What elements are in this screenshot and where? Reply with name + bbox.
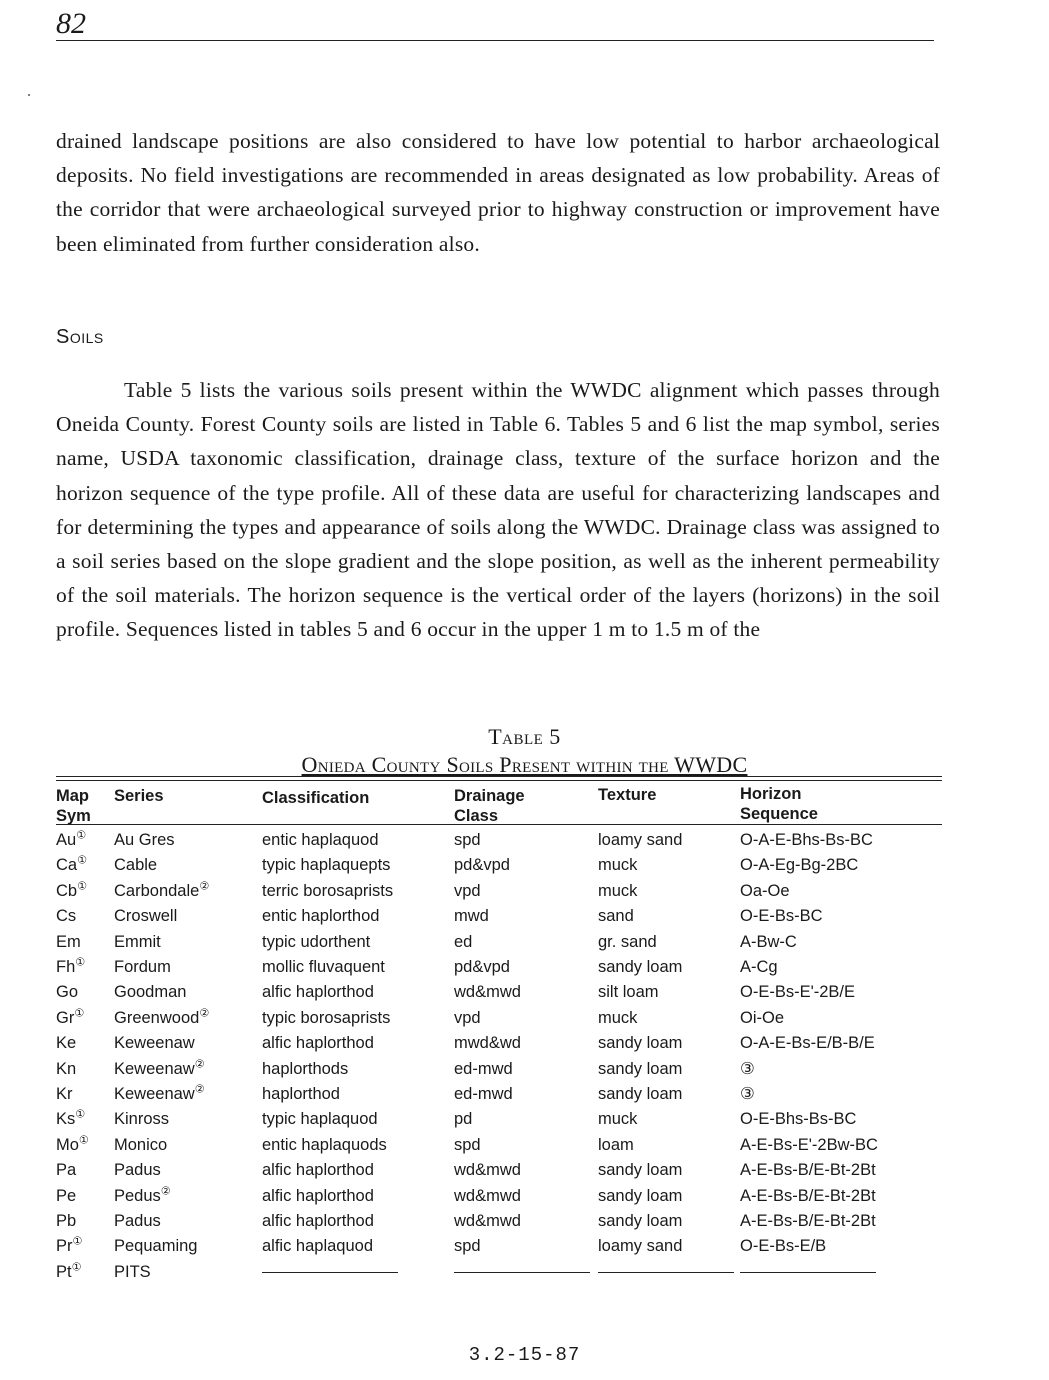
cell-drainage	[454, 982, 521, 1002]
cell-drainage	[454, 932, 472, 952]
header-map-sym	[56, 786, 91, 826]
cell-horizon-sequence	[740, 1059, 755, 1079]
header-series: Series	[114, 787, 164, 805]
cell-series	[114, 1186, 171, 1206]
table-row	[56, 1186, 942, 1211]
cell-classification	[262, 881, 393, 901]
cell-series-text: Monico	[114, 1135, 168, 1154]
footnote-marker: ①	[76, 829, 87, 842]
cell-texture	[598, 1160, 682, 1180]
cell-drainage	[454, 1236, 481, 1256]
cell-classification-text: typic udorthent	[262, 932, 371, 951]
header-map-sym-line-1: Map	[56, 787, 89, 805]
cell-classification-text: terric borosaprists	[262, 881, 394, 900]
cell-drainage-text: wd&mwd	[454, 1161, 521, 1180]
footnote-marker: ②	[199, 880, 210, 893]
cell-series-text: Au Gres	[114, 831, 175, 849]
cell-series	[114, 906, 177, 926]
cell-texture-text: muck	[598, 1110, 638, 1129]
cell-drainage	[454, 1033, 521, 1053]
cell-texture	[598, 855, 637, 875]
cell-series	[114, 1109, 169, 1129]
footnote-marker: ②	[160, 1185, 171, 1198]
cell-map-sym	[56, 1109, 85, 1129]
cell-map-sym-text: Go	[56, 983, 79, 1002]
cell-classification-text: typic haplaquod	[262, 1110, 378, 1129]
cell-series-text: Padus	[114, 1212, 161, 1230]
cell-horizon-sequence-text: O-A-E-Bhs-Bs-BC	[740, 831, 873, 849]
table-top-rule-2	[56, 780, 942, 781]
table-row	[56, 1135, 942, 1160]
cell-series-text: Pedus	[114, 1186, 161, 1205]
cell-horizon-sequence-text: O-E-Bs-BC	[740, 907, 823, 926]
cell-classification	[262, 1059, 348, 1079]
cell-horizon-sequence-text: A-E-Bs-B/E-Bt-2Bt	[740, 1186, 876, 1205]
cell-series	[114, 1135, 167, 1155]
table-row	[56, 1008, 942, 1033]
cell-horizon-sequence-text: Oi-Oe	[740, 1008, 785, 1027]
cell-horizon-sequence-text: ③	[740, 1059, 755, 1078]
cell-classification-text: alfic haplaquod	[262, 1237, 374, 1256]
table-row	[56, 830, 942, 855]
cell-horizon-sequence	[740, 906, 823, 926]
cell-horizon-sequence-text: O-A-Eg-Bg-2BC	[740, 856, 859, 875]
table-row	[56, 881, 942, 906]
cell-series	[114, 1236, 197, 1256]
cell-series	[114, 1084, 205, 1104]
cell-drainage	[454, 906, 489, 926]
cell-map-sym-text: Kn	[56, 1059, 77, 1078]
cell-horizon-sequence	[740, 1033, 875, 1053]
cell-map-sym	[56, 1059, 76, 1079]
cell-texture	[598, 830, 682, 850]
cell-drainage	[454, 1211, 521, 1231]
cell-texture	[598, 1084, 682, 1104]
empty-cell-dash	[454, 1272, 590, 1273]
cell-horizon-sequence-text: A-Cg	[740, 958, 778, 976]
cell-classification-text: alfic haplorthod	[262, 1186, 374, 1205]
footnote-marker: ①	[75, 1108, 86, 1121]
cell-classification-text: entic haplaquod	[262, 831, 379, 849]
cell-drainage	[454, 957, 510, 977]
cell-series-text: Kinross	[114, 1110, 170, 1129]
cell-texture	[598, 1109, 637, 1129]
paragraph-2: Table 5 lists the various soils present within the WWDC alignment which passes through Oneida County. Forest County soils are listed in Table 6. Tables 5 and 6 list the map symbol, series name, USDA taxonomic classification, drainage class, texture of the surface horizon and the horizon sequence of the type profile. All of these data are useful for characterizing landscapes and for determining the types and appearance of soils along the WWDC. Drainage class was assigned to a soil series based on the slope gradient and the slope position, as well as the inherent permeability of the soil materials. The horizon sequence is the vertical order of the layers (horizons) in the soil profile. Sequences listed in tables 5 and 6 occur in the upper 1 m to 1.5 m of the	[56, 378, 940, 642]
cell-map-sym	[56, 1033, 76, 1053]
cell-series	[114, 830, 175, 850]
cell-series-text: Greenwood	[114, 1008, 200, 1027]
cell-drainage-text: mwd	[454, 907, 489, 926]
cell-map-sym	[56, 1211, 76, 1231]
scan-speck	[28, 94, 30, 96]
cell-map-sym-text: Au	[56, 831, 77, 849]
cell-series-text: Fordum	[114, 958, 171, 976]
empty-cell-dash	[740, 1272, 876, 1273]
cell-drainage-text: spd	[454, 1237, 481, 1256]
cell-drainage	[454, 830, 481, 850]
cell-horizon-sequence	[740, 1236, 826, 1256]
cell-texture-text: sand	[598, 907, 634, 926]
header-rule	[56, 40, 934, 41]
cell-classification	[262, 1135, 387, 1155]
cell-map-sym	[56, 1135, 89, 1155]
table-title: Onieda County Soils Present within the WWDC	[301, 752, 748, 777]
cell-drainage	[454, 1109, 472, 1129]
cell-classification	[262, 1262, 398, 1282]
header-drainage-line-2: Class	[454, 807, 499, 825]
cell-drainage-text: wd&mwd	[454, 1186, 521, 1205]
empty-cell-dash	[598, 1272, 734, 1273]
cell-classification-text: alfic haplorthod	[262, 1212, 374, 1230]
cell-map-sym	[56, 906, 76, 926]
cell-texture-text: sandy loam	[598, 1212, 683, 1230]
cell-drainage	[454, 855, 510, 875]
cell-map-sym-text: Ke	[56, 1034, 77, 1053]
cell-map-sym	[56, 932, 81, 952]
cell-texture-text: sandy loam	[598, 1034, 683, 1053]
cell-texture	[598, 881, 637, 901]
header-map-sym-line-2: Sym	[56, 807, 91, 825]
cell-series-text: Pequaming	[114, 1237, 198, 1256]
cell-drainage-text: wd&mwd	[454, 1212, 521, 1230]
cell-map-sym	[56, 982, 78, 1002]
cell-classification-text: alfic haplorthod	[262, 1161, 374, 1180]
cell-texture-text: gr. sand	[598, 932, 657, 951]
cell-drainage-text: vpd	[454, 1008, 481, 1027]
footnote-marker: ①	[77, 854, 87, 867]
table-row	[56, 855, 942, 880]
table-row	[56, 957, 942, 982]
footnote-marker: ②	[194, 1083, 205, 1096]
cell-texture	[598, 1135, 634, 1155]
cell-map-sym-text: Cs	[56, 907, 77, 926]
cell-classification-text: alfic haplorthod	[262, 1034, 374, 1053]
cell-map-sym-text: Ca	[56, 856, 78, 875]
empty-cell-dash	[262, 1272, 398, 1273]
cell-horizon-sequence-text: ③	[740, 1085, 755, 1103]
cell-classification	[262, 1160, 374, 1180]
cell-horizon-sequence	[740, 1135, 878, 1155]
cell-horizon-sequence	[740, 881, 790, 901]
cell-horizon-sequence	[740, 957, 778, 977]
cell-horizon-sequence	[740, 1160, 876, 1180]
cell-drainage-text: spd	[454, 1135, 481, 1154]
cell-map-sym-text: Cb	[56, 881, 78, 900]
cell-drainage-text: pd&vpd	[454, 856, 510, 875]
cell-texture-text: loamy sand	[598, 831, 683, 849]
cell-classification	[262, 982, 374, 1002]
cell-series-text: Goodman	[114, 983, 187, 1002]
table-row	[56, 1211, 942, 1236]
cell-series-text: Keweenaw	[114, 1085, 195, 1103]
cell-map-sym-text: Pb	[56, 1212, 77, 1230]
cell-series	[114, 1059, 205, 1079]
cell-classification	[262, 1211, 374, 1231]
cell-texture-text: sandy loam	[598, 1059, 683, 1078]
cell-drainage	[454, 1084, 513, 1104]
cell-series	[114, 855, 157, 875]
cell-series-text: Keweenaw	[114, 1034, 195, 1053]
cell-drainage-text: ed	[454, 932, 473, 951]
footnote-marker: ①	[72, 1235, 83, 1248]
cell-horizon-sequence	[740, 982, 855, 1002]
cell-map-sym	[56, 1236, 82, 1256]
cell-series	[114, 1008, 209, 1028]
cell-classification	[262, 1084, 340, 1104]
table-row	[56, 906, 942, 931]
header-drainage-line-1: Drainage	[454, 787, 525, 805]
cell-horizon-sequence	[740, 932, 797, 952]
header-horizon	[740, 784, 818, 824]
header-classification: Classification	[262, 789, 370, 807]
cell-map-sym	[56, 855, 87, 875]
cell-classification	[262, 1109, 378, 1129]
cell-classification	[262, 906, 379, 926]
cell-texture	[598, 982, 659, 1002]
footnote-marker: ①	[71, 1261, 82, 1274]
cell-drainage	[454, 1008, 481, 1028]
cell-series	[114, 1160, 161, 1180]
cell-horizon-sequence	[740, 830, 873, 850]
cell-map-sym	[56, 1084, 73, 1104]
cell-map-sym-text: Ks	[56, 1110, 76, 1129]
cell-map-sym-text: Gr	[56, 1008, 75, 1027]
cell-map-sym-text: Pe	[56, 1186, 77, 1205]
cell-drainage-text: spd	[454, 831, 481, 849]
cell-horizon-sequence	[740, 1109, 856, 1129]
cell-classification	[262, 1236, 373, 1256]
cell-series	[114, 1262, 151, 1282]
cell-texture-text: sandy loam	[598, 1085, 683, 1103]
cell-map-sym	[56, 957, 85, 977]
cell-map-sym	[56, 881, 87, 901]
cell-texture	[598, 1008, 637, 1028]
cell-series-text: Croswell	[114, 907, 178, 926]
cell-series	[114, 982, 186, 1002]
cell-classification	[262, 1033, 374, 1053]
cell-drainage-text: ed-mwd	[454, 1059, 513, 1078]
paragraph-1: drained landscape positions are also considered to have low potential to harbor archaeological deposits. No field investigations are recommended in areas designated as low probability. Areas of the corridor that were archaeological surveyed prior to highway construction or improvement have been eliminated from further consideration also.	[56, 129, 940, 256]
cell-drainage-text: pd	[454, 1110, 473, 1129]
cell-texture-text: sandy loam	[598, 958, 683, 976]
cell-horizon-sequence	[740, 1084, 755, 1104]
cell-drainage	[454, 1059, 513, 1079]
header-horizon-line-1: Horizon	[740, 785, 802, 803]
cell-drainage	[454, 881, 481, 901]
cell-horizon-sequence	[740, 855, 858, 875]
table-row	[56, 1160, 942, 1185]
cell-horizon-sequence	[740, 1211, 876, 1231]
cell-horizon-sequence-text: O-E-Bs-E/B	[740, 1237, 827, 1256]
cell-texture	[598, 957, 682, 977]
footnote-marker: ②	[194, 1058, 205, 1071]
cell-drainage-text: pd&vpd	[454, 958, 510, 976]
table-row	[56, 932, 942, 957]
cell-map-sym	[56, 1160, 76, 1180]
footnote-marker: ①	[78, 1134, 89, 1147]
cell-series	[114, 957, 171, 977]
cell-horizon-sequence	[740, 1008, 784, 1028]
cell-drainage-text: vpd	[454, 881, 481, 900]
cell-map-sym-text: Pt	[56, 1262, 72, 1281]
cell-classification-text: entic haplaquods	[262, 1135, 387, 1154]
footer-code: 3.2-15-87	[468, 1344, 581, 1366]
cell-texture	[598, 906, 634, 926]
cell-classification-text: typic haplaquepts	[262, 856, 391, 875]
table-row	[56, 1033, 942, 1058]
cell-drainage	[454, 1135, 481, 1155]
footnote-marker: ①	[77, 880, 87, 893]
cell-drainage	[454, 1186, 521, 1206]
cell-map-sym-text: Kr	[56, 1085, 73, 1103]
table-row	[56, 1109, 942, 1134]
cell-texture-text: muck	[598, 1008, 638, 1027]
cell-map-sym	[56, 1186, 76, 1206]
cell-series	[114, 881, 209, 901]
cell-series-text: PITS	[114, 1262, 151, 1281]
header-drainage	[454, 786, 525, 826]
cell-map-sym	[56, 1262, 81, 1282]
cell-series-text: Carbondale	[114, 881, 200, 900]
cell-horizon-sequence	[740, 1262, 876, 1282]
table-row	[56, 1084, 942, 1109]
cell-series-text: Cable	[114, 856, 158, 875]
header-horizon-line-2: Sequence	[740, 805, 818, 823]
table-row	[56, 982, 942, 1007]
cell-texture	[598, 1236, 682, 1256]
table-label: Table 5	[488, 724, 561, 749]
cell-drainage	[454, 1160, 521, 1180]
cell-horizon-sequence-text: O-A-E-Bs-E/B-B/E	[740, 1034, 875, 1053]
cell-texture	[598, 1262, 734, 1282]
cell-classification	[262, 830, 379, 850]
cell-texture	[598, 1211, 682, 1231]
cell-classification	[262, 1008, 390, 1028]
table-top-rule	[56, 776, 942, 777]
cell-classification-text: haplorthods	[262, 1059, 349, 1078]
cell-classification-text: mollic fluvaquent	[262, 958, 385, 976]
footnote-marker: ①	[74, 1007, 85, 1020]
table-row	[56, 1059, 942, 1084]
cell-classification	[262, 1186, 374, 1206]
cell-classification	[262, 932, 370, 952]
cell-series	[114, 1033, 195, 1053]
cell-map-sym-text: Fh	[56, 958, 76, 976]
cell-horizon-sequence-text: A-Bw-C	[740, 932, 797, 951]
cell-series	[114, 1211, 161, 1231]
cell-series	[114, 932, 161, 952]
cell-series-text: Padus	[114, 1161, 161, 1180]
footnote-marker: ①	[75, 956, 86, 969]
cell-drainage-text: ed-mwd	[454, 1085, 513, 1103]
cell-horizon-sequence-text: A-E-Bs-B/E-Bt-2Bt	[740, 1161, 876, 1180]
section-heading-soils: Soils	[56, 326, 104, 348]
cell-drainage-text: wd&mwd	[454, 983, 521, 1002]
cell-map-sym	[56, 1008, 84, 1028]
cell-classification	[262, 957, 385, 977]
cell-classification-text: haplorthod	[262, 1085, 340, 1103]
cell-texture-text: loam	[598, 1135, 634, 1154]
cell-texture-text: muck	[598, 856, 638, 875]
cell-map-sym-text: Em	[56, 932, 81, 951]
cell-texture-text: muck	[598, 881, 638, 900]
header-texture: Texture	[598, 786, 657, 804]
cell-horizon-sequence-text: O-E-Bhs-Bs-BC	[740, 1110, 857, 1129]
table-row	[56, 1236, 942, 1261]
page-number: 82	[56, 7, 86, 40]
cell-horizon-sequence-text: Oa-Oe	[740, 881, 790, 900]
cell-drainage-text: mwd&wd	[454, 1034, 521, 1053]
cell-map-sym-text: Pr	[56, 1237, 73, 1256]
cell-texture	[598, 1059, 682, 1079]
cell-series-text: Keweenaw	[114, 1059, 195, 1078]
cell-horizon-sequence-text: A-E-Bs-B/E-Bt-2Bt	[740, 1212, 876, 1230]
table-row	[56, 1262, 942, 1287]
cell-horizon-sequence	[740, 1186, 876, 1206]
cell-map-sym-text: Mo	[56, 1135, 79, 1154]
cell-texture	[598, 1033, 682, 1053]
cell-horizon-sequence-text: A-E-Bs-E'-2Bw-BC	[740, 1135, 878, 1154]
cell-texture-text: sandy loam	[598, 1161, 683, 1180]
cell-series-text: Emmit	[114, 932, 161, 951]
cell-classification-text: alfic haplorthod	[262, 983, 374, 1002]
cell-map-sym-text: Pa	[56, 1161, 77, 1180]
cell-texture	[598, 932, 657, 952]
cell-drainage	[454, 1262, 590, 1282]
cell-texture	[598, 1186, 682, 1206]
cell-classification	[262, 855, 390, 875]
cell-texture-text: loamy sand	[598, 1237, 683, 1256]
cell-map-sym	[56, 830, 86, 850]
footnote-marker: ②	[199, 1007, 210, 1020]
cell-texture-text: sandy loam	[598, 1186, 683, 1205]
cell-texture-text: silt loam	[598, 983, 659, 1002]
cell-horizon-sequence-text: O-E-Bs-E'-2B/E	[740, 983, 856, 1002]
cell-classification-text: typic borosaprists	[262, 1008, 391, 1027]
cell-classification-text: entic haplorthod	[262, 907, 380, 926]
